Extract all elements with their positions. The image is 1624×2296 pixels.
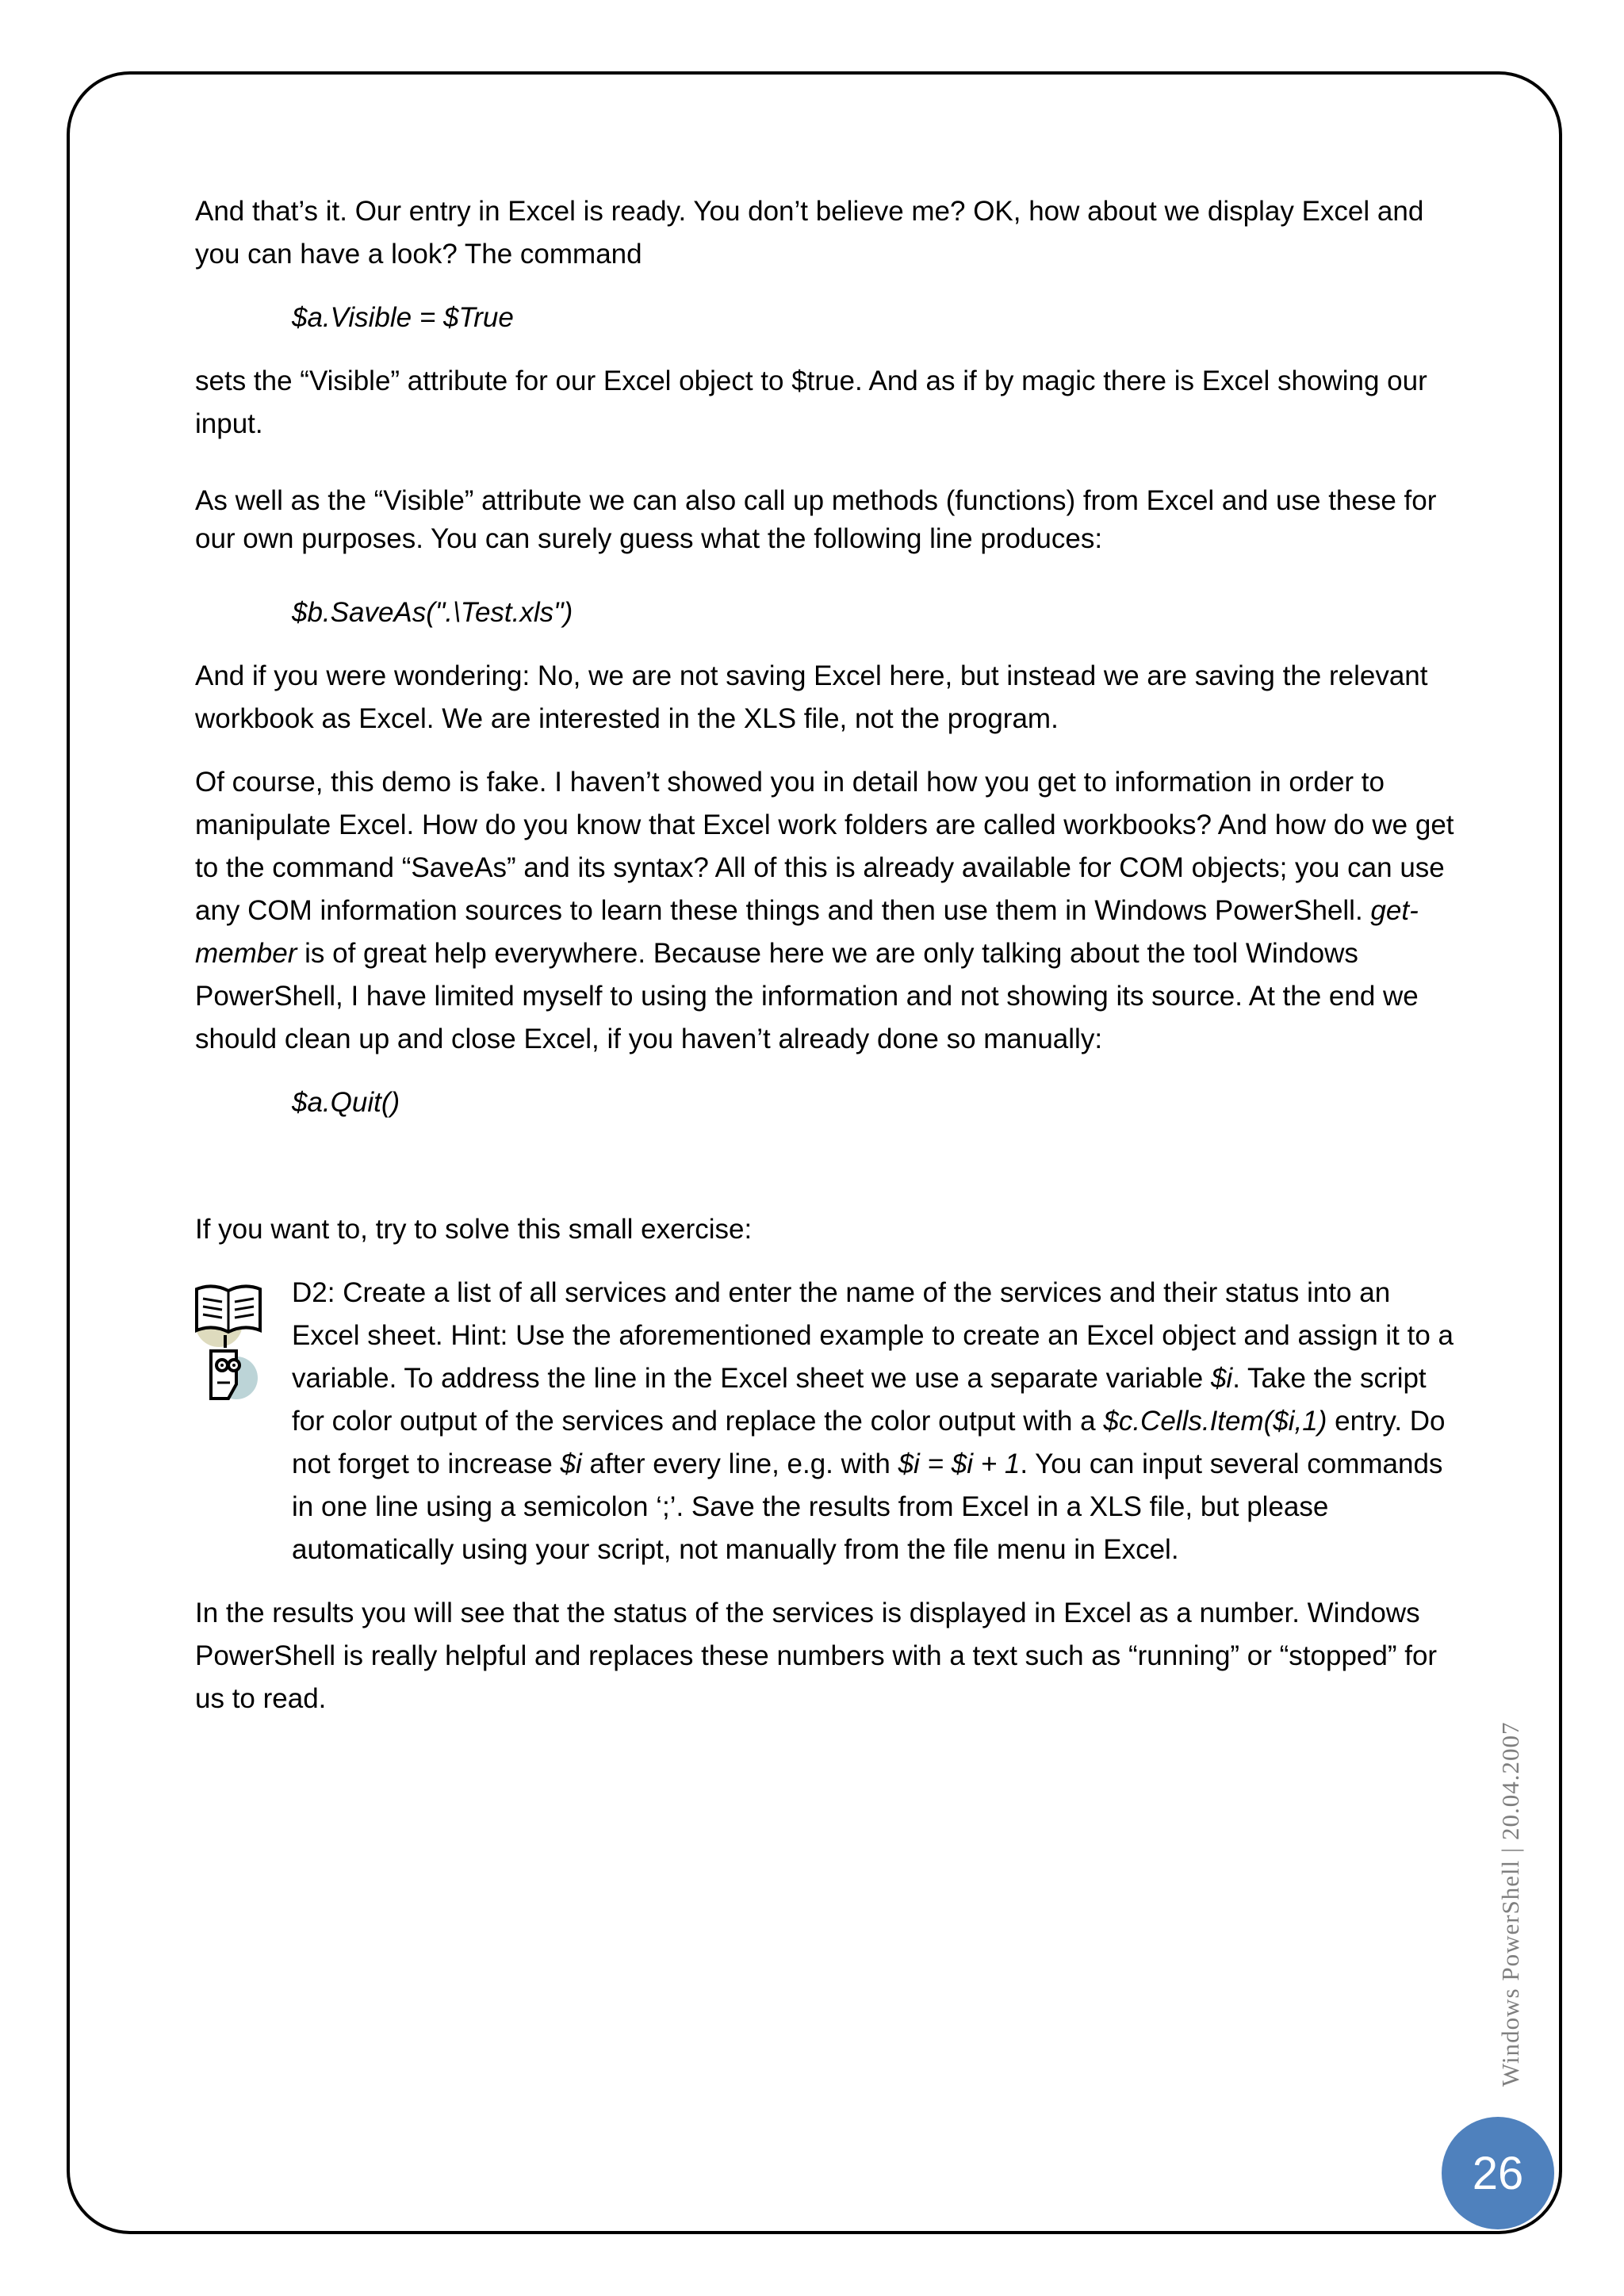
- exercise-text-5: . You can input several commands in one line using a semicolon ‘;’. Save the results from Excel in a XLS file, but please automatically using your script, not manually from the file menu in Excel.: [292, 1448, 1443, 1565]
- paragraph-3: As well as the “Visible” attribute we can also call up methods (functions) from Excel and use these for our own purposes. You can surely guess what the following line produces:: [195, 485, 1437, 554]
- exercise-text-4: after every line, e.g. with: [581, 1448, 898, 1479]
- page-number-badge: [1442, 2117, 1554, 2229]
- exercise-text-2: . Take the script for color output of the services and replace the color output with a: [292, 1363, 1427, 1437]
- cells-item-expression: $c.Cells.Item($i,1): [1103, 1406, 1327, 1437]
- paragraph-5: [195, 761, 1464, 1061]
- footer-sidebar-title: Windows PowerShell | 20.04.2007: [1496, 1721, 1524, 2087]
- page-number: 26: [1472, 2147, 1524, 2199]
- paragraph-7: In the results you will see that the status of the services is displayed in Excel as a number. Windows PowerShell is really helpful and replaces these numbers with a text such as “running” or “stopped” for us to read.: [195, 1598, 1438, 1714]
- paragraph-6: If you want to, try to solve this small exercise:: [195, 1214, 753, 1245]
- paragraph-5-text-a: Of course, this demo is fake. I haven’t showed you in detail how you get to information in order to manipulate Excel. How do you know that Excel work folders are called workbooks? And how do we get to the command “SaveAs” and its syntax? All of this is already available for COM objects; you can use any COM information sources to learn these things and then use them in Windows PowerShell.: [195, 767, 1454, 926]
- var-i-increase: $i: [560, 1448, 582, 1479]
- exercise-block: [195, 1272, 1464, 1571]
- exercise-text: [292, 1272, 1464, 1571]
- paragraph-5-text-b: is of great help everywhere. Because here we are only talking about the tool Windows PowerShell, I have limited myself to using the information and not showing its source. At the end we should clean up and close Excel, if you haven’t already done so manually:: [195, 938, 1419, 1054]
- exercise-text-3: entry. Do not forget to increase: [292, 1406, 1446, 1479]
- book-figure-icon: [190, 1280, 270, 1406]
- paragraph-2: sets the “Visible” attribute for our Excel object to $true. And as if by magic there is Excel showing our input.: [195, 365, 1427, 439]
- document-body: [195, 190, 1464, 1720]
- code-saveas: $b.SaveAs(".\Test.xls"): [292, 597, 573, 628]
- code-visible: $a.Visible = $True: [292, 302, 514, 333]
- paragraph-1: And that’s it. Our entry in Excel is ready. You don’t believe me? OK, how about we display Excel and you can have a look? The command: [195, 196, 1424, 270]
- get-member-term: get-member: [195, 895, 1419, 969]
- paragraph-4: And if you were wondering: No, we are not saving Excel here, but instead we are saving the relevant workbook as Excel. We are interested in the XLS file, not the program.: [195, 660, 1428, 734]
- exercise-text-1: D2: Create a list of all services and enter the name of the services and their status into an Excel sheet. Hint: Use the aforementioned example to create an Excel object and assign it to a variable. To address the line in the Excel sheet we use a separate variable: [292, 1277, 1454, 1394]
- code-quit: $a.Quit(): [292, 1087, 400, 1118]
- increment-expression: $i = $i + 1: [898, 1448, 1021, 1479]
- var-i: $i: [1210, 1363, 1233, 1394]
